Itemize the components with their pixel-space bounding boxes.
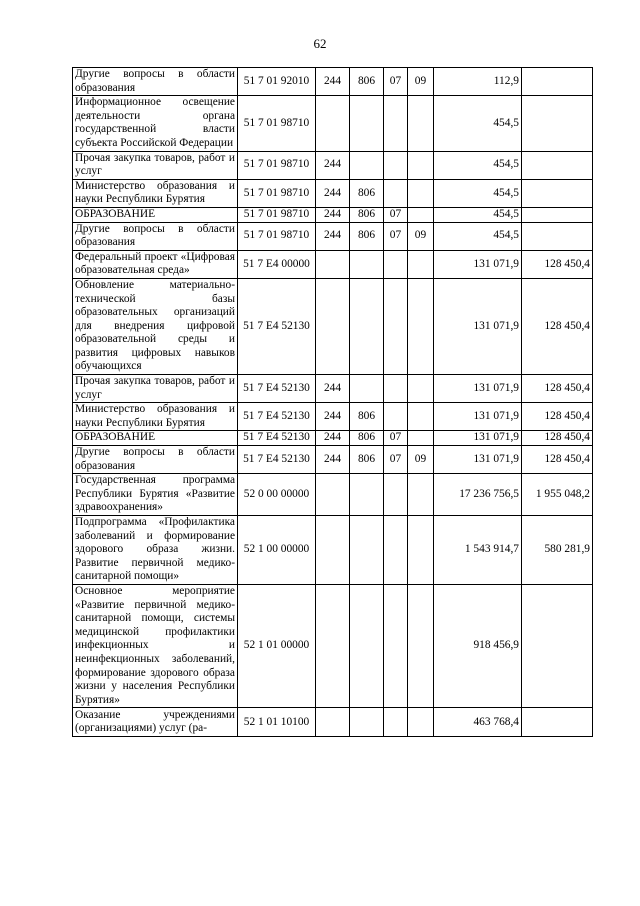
row-rz (384, 584, 408, 707)
row-gr (350, 151, 384, 179)
row-vr (316, 516, 350, 585)
row-gr: 806 (350, 179, 384, 207)
row-pr (408, 708, 434, 737)
row-sum2: 128 450,4 (522, 278, 593, 374)
row-code: 52 1 01 10100 (238, 708, 316, 737)
row-code: 51 7 01 98710 (238, 179, 316, 207)
row-rz (384, 708, 408, 737)
row-pr: 09 (408, 68, 434, 96)
row-pr (408, 96, 434, 151)
row-code: 51 7 01 92010 (238, 68, 316, 96)
row-sum2: 128 450,4 (522, 431, 593, 446)
row-code: 51 7 E4 52130 (238, 375, 316, 403)
row-sum1: 454,5 (434, 96, 522, 151)
row-sum2 (522, 179, 593, 207)
row-pr (408, 179, 434, 207)
table-row (73, 431, 593, 446)
row-sum2 (522, 151, 593, 179)
row-rz (384, 151, 408, 179)
row-vr (316, 708, 350, 737)
table-row (73, 151, 593, 179)
row-sum2 (522, 207, 593, 222)
row-sum2: 1 955 048,2 (522, 474, 593, 516)
row-vr: 244 (316, 207, 350, 222)
row-name: Основное мероприятие «Развитие первичной медико-санитарной помощи, системы медицинской профилактики инфекционных и неинфекционных заболеваний, формирование здорового образа жизни у населения Республики Бурятия» (73, 584, 238, 707)
row-vr (316, 96, 350, 151)
row-pr (408, 403, 434, 431)
row-sum1: 131 071,9 (434, 446, 522, 474)
row-gr: 806 (350, 222, 384, 250)
row-gr (350, 584, 384, 707)
row-code: 51 7 E4 52130 (238, 446, 316, 474)
row-code: 51 7 01 98710 (238, 96, 316, 151)
table-row (73, 584, 593, 707)
row-sum1: 131 071,9 (434, 375, 522, 403)
row-rz: 07 (384, 68, 408, 96)
row-gr (350, 96, 384, 151)
row-code: 51 7 E4 00000 (238, 250, 316, 278)
table-row (73, 68, 593, 96)
row-sum1: 131 071,9 (434, 250, 522, 278)
row-code: 51 7 E4 52130 (238, 431, 316, 446)
row-sum2: 128 450,4 (522, 446, 593, 474)
row-rz (384, 278, 408, 374)
page-number: 62 (313, 36, 327, 51)
row-name: Информационное освещение деятельности органа государственной власти субъекта Российской Федерации (73, 96, 238, 151)
row-sum2 (522, 222, 593, 250)
row-name: Министерство образования и науки Республики Бурятия (73, 403, 238, 431)
row-sum1: 112,9 (434, 68, 522, 96)
row-name: Прочая закупка товаров, работ и услуг (73, 375, 238, 403)
row-pr (408, 151, 434, 179)
row-gr: 806 (350, 431, 384, 446)
row-name: Обновление материально-технической базы образовательных организаций для внедрения цифровой образовательной среды и развития цифровых навыков обучающихся (73, 278, 238, 374)
row-code: 51 7 E4 52130 (238, 403, 316, 431)
table-row (73, 179, 593, 207)
row-vr (316, 474, 350, 516)
row-gr: 806 (350, 68, 384, 96)
row-rz (384, 516, 408, 585)
table-row (73, 250, 593, 278)
row-vr (316, 250, 350, 278)
row-sum1: 463 768,4 (434, 708, 522, 737)
row-sum2: 128 450,4 (522, 250, 593, 278)
row-vr: 244 (316, 151, 350, 179)
table-row (73, 96, 593, 151)
row-gr (350, 708, 384, 737)
row-gr: 806 (350, 446, 384, 474)
table-row (73, 278, 593, 374)
row-rz: 07 (384, 431, 408, 446)
row-sum1: 454,5 (434, 222, 522, 250)
row-vr: 244 (316, 68, 350, 96)
row-sum2 (522, 68, 593, 96)
row-sum2 (522, 584, 593, 707)
row-sum1: 131 071,9 (434, 431, 522, 446)
row-vr: 244 (316, 179, 350, 207)
row-sum1: 131 071,9 (434, 403, 522, 431)
row-gr (350, 250, 384, 278)
row-rz: 07 (384, 222, 408, 250)
table-row (73, 375, 593, 403)
row-code: 52 1 00 00000 (238, 516, 316, 585)
row-code: 52 1 01 00000 (238, 584, 316, 707)
row-pr (408, 250, 434, 278)
row-vr: 244 (316, 431, 350, 446)
budget-table (72, 67, 593, 737)
row-pr (408, 431, 434, 446)
table-row (73, 207, 593, 222)
row-code: 51 7 01 98710 (238, 222, 316, 250)
row-rz (384, 474, 408, 516)
row-name: Другие вопросы в области образования (73, 68, 238, 96)
row-name: ОБРАЗОВАНИЕ (73, 207, 238, 222)
row-sum1: 918 456,9 (434, 584, 522, 707)
row-pr: 09 (408, 222, 434, 250)
row-rz (384, 96, 408, 151)
row-name: Прочая закупка товаров, работ и услуг (73, 151, 238, 179)
row-vr: 244 (316, 222, 350, 250)
row-gr: 806 (350, 207, 384, 222)
row-rz (384, 250, 408, 278)
row-pr (408, 474, 434, 516)
row-code: 52 0 00 00000 (238, 474, 316, 516)
row-rz: 07 (384, 207, 408, 222)
table-row (73, 403, 593, 431)
table-row (73, 516, 593, 585)
row-sum2: 128 450,4 (522, 375, 593, 403)
row-vr: 244 (316, 403, 350, 431)
row-rz (384, 375, 408, 403)
row-vr: 244 (316, 375, 350, 403)
row-sum1: 454,5 (434, 151, 522, 179)
row-sum1: 454,5 (434, 207, 522, 222)
row-sum2: 128 450,4 (522, 403, 593, 431)
row-sum1: 454,5 (434, 179, 522, 207)
row-pr (408, 278, 434, 374)
row-pr: 09 (408, 446, 434, 474)
row-name: Подпрограмма «Профилактика заболеваний и формирование здорового образа жизни. Развитие первичной медико-санитарной помощи» (73, 516, 238, 585)
row-vr: 244 (316, 446, 350, 474)
row-pr (408, 207, 434, 222)
row-sum2 (522, 708, 593, 737)
row-name: ОБРАЗОВАНИЕ (73, 431, 238, 446)
row-code: 51 7 E4 52130 (238, 278, 316, 374)
row-rz (384, 403, 408, 431)
row-pr (408, 516, 434, 585)
row-sum1: 17 236 756,5 (434, 474, 522, 516)
row-gr (350, 278, 384, 374)
row-vr (316, 278, 350, 374)
row-sum1: 1 543 914,7 (434, 516, 522, 585)
table-row (73, 474, 593, 516)
row-sum2: 580 281,9 (522, 516, 593, 585)
row-vr (316, 584, 350, 707)
table-row (73, 222, 593, 250)
row-pr (408, 375, 434, 403)
row-gr (350, 474, 384, 516)
row-name: Другие вопросы в области образования (73, 446, 238, 474)
row-gr: 806 (350, 403, 384, 431)
table-row (73, 708, 593, 737)
row-gr (350, 375, 384, 403)
row-name: Федеральный проект «Цифровая образовательная среда» (73, 250, 238, 278)
row-name: Министерство образования и науки Республики Бурятия (73, 179, 238, 207)
row-sum1: 131 071,9 (434, 278, 522, 374)
row-name: Оказание учреждениями (организациями) услуг (ра- (73, 708, 238, 737)
row-rz: 07 (384, 446, 408, 474)
row-pr (408, 584, 434, 707)
row-name: Другие вопросы в области образования (73, 222, 238, 250)
row-rz (384, 179, 408, 207)
row-code: 51 7 01 98710 (238, 151, 316, 179)
row-name: Государственная программа Республики Бурятия «Развитие здравоохранения» (73, 474, 238, 516)
row-sum2 (522, 96, 593, 151)
row-gr (350, 516, 384, 585)
row-code: 51 7 01 98710 (238, 207, 316, 222)
table-row (73, 446, 593, 474)
